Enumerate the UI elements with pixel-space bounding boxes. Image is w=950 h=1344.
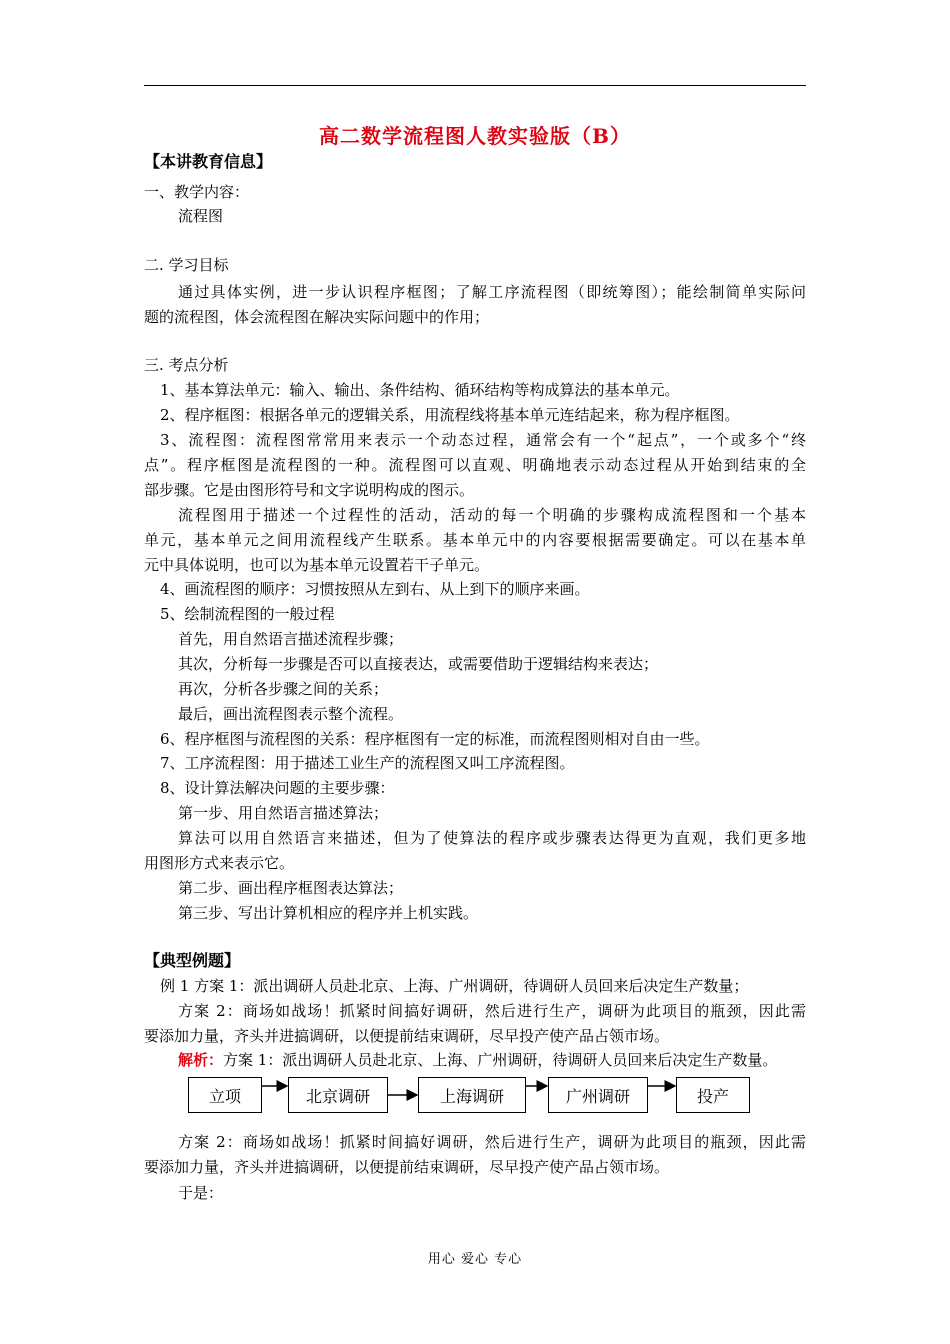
analysis-item-5-step-4: 最后，画出流程图表示整个流程。	[178, 705, 404, 723]
solution-conclusion: 于是：	[178, 1184, 224, 1202]
analysis-item-8-step-3: 第三步、写出计算机相应的程序并上机实践。	[178, 904, 479, 922]
page-title: 高二数学流程图人教实验版（B）	[319, 124, 631, 148]
example-1-line-2: 方案 2：商场如战场！抓紧时间搞好调研，然后进行生产，调研为此项目的瓶颈，因此需	[178, 1002, 806, 1020]
analysis-item-5-step-1: 首先，用自然语言描述流程步骤；	[178, 630, 404, 648]
goal-line-2: 题的流程图，体会流程图在解决实际问题中的作用；	[144, 308, 490, 326]
analysis-item-3-line-5: 单元，基本单元之间用流程线产生联系。基本单元中的内容要根据需要确定。可以在基本单	[144, 531, 806, 549]
analysis-heading: 三. 考点分析	[144, 356, 229, 374]
solution-line-1	[178, 1048, 806, 1072]
solution-text: 方案 1：派出调研人员赴北京、上海、广州调研，待调研人员回来后决定生产数量。	[223, 1051, 778, 1069]
analysis-item-2: 2、程序框图：根据各单元的逻辑关系，用流程线将基本单元连结起来，称为程序框图。	[160, 406, 740, 424]
analysis-item-3-line-3: 部步骤。它是由图形符号和文字说明构成的图示。	[144, 481, 475, 499]
analysis-item-8-line-3: 用图形方式来表示它。	[144, 854, 295, 872]
section-heading-examples: 【典型例题】	[144, 951, 241, 970]
solution-plan-2-line-2: 要添加力量，齐头并进搞调研，以便提前结束调研，尽早投产使产品占领市场。	[144, 1158, 670, 1176]
analysis-item-8-line-2: 算法可以用自然语言来描述，但为了使算法的程序或步骤表达得更为直观，我们更多地	[178, 829, 806, 847]
analysis-item-7: 7、工序流程图：用于描述工业生产的流程图又叫工序流程图。	[160, 754, 575, 772]
section-heading-info: 【本讲教育信息】	[144, 152, 273, 171]
analysis-item-4: 4、画流程图的顺序：习惯按照从左到右、从上到下的顺序来画。	[160, 580, 590, 598]
page-footer: 用心 爱心 专心	[427, 1252, 523, 1267]
analysis-item-8: 8、设计算法解决问题的主要步骤：	[160, 779, 395, 797]
header-rule	[144, 85, 806, 86]
analysis-item-5-step-3: 再次，分析各步骤之间的关系；	[178, 680, 389, 698]
analysis-item-6: 6、程序框图与流程图的关系：程序框图有一定的标准，而流程图则相对自由一些。	[160, 730, 710, 748]
goal-heading: 二. 学习目标	[144, 256, 229, 274]
analysis-item-1: 1、基本算法单元：输入、输出、条件结构、循环结构等构成算法的基本单元。	[160, 381, 680, 399]
analysis-item-3-line-1: 3、流程图：流程图常常用来表示一个动态过程，通常会有一个“起点”，一个或多个“终	[160, 431, 806, 449]
example-1-line-1: 例 1 方案 1：派出调研人员赴北京、上海、广州调研，待调研人员回来后决定生产数量；	[160, 977, 749, 995]
flow-box-5: 投产	[676, 1077, 750, 1113]
analysis-item-5-step-2: 其次，分析每一步骤是否可以直接表达，或需要借助于逻辑结构来表达；	[178, 655, 659, 673]
goal-line-1: 通过具体实例，进一步认识程序框图；了解工序流程图（即统筹图）；能绘制简单实际问	[178, 283, 806, 301]
flow-box-1: 立项	[188, 1077, 262, 1113]
flow-box-3: 上海调研	[418, 1077, 526, 1113]
solution-plan-2-line-1: 方案 2：商场如战场！抓紧时间搞好调研，然后进行生产，调研为此项目的瓶颈，因此需	[178, 1133, 806, 1151]
solution-label: 解析：	[178, 1051, 224, 1069]
example-1-line-3: 要添加力量，齐头并进搞调研，以便提前结束调研，尽早投产使产品占领市场。	[144, 1027, 670, 1045]
flow-box-2: 北京调研	[288, 1077, 388, 1113]
analysis-item-8-step-2: 第二步、画出程序框图表达算法；	[178, 879, 404, 897]
flow-box-4: 广州调研	[548, 1077, 648, 1113]
content-heading: 一、教学内容：	[144, 183, 250, 201]
analysis-item-3-line-4: 流程图用于描述一个过程性的活动，活动的每一个明确的步骤构成流程图和一个基本	[178, 506, 806, 524]
analysis-item-5: 5、绘制流程图的一般过程	[160, 605, 335, 623]
analysis-item-3-line-6: 元中具体说明，也可以为基本单元设置若干子单元。	[144, 556, 490, 574]
content-text: 流程图	[178, 207, 224, 225]
analysis-item-3-line-2: 点”。程序框图是流程图的一种。流程图可以直观、明确地表示动态过程从开始到结束的全	[144, 456, 806, 474]
analysis-item-8-step-1: 第一步、用自然语言描述算法；	[178, 804, 389, 822]
